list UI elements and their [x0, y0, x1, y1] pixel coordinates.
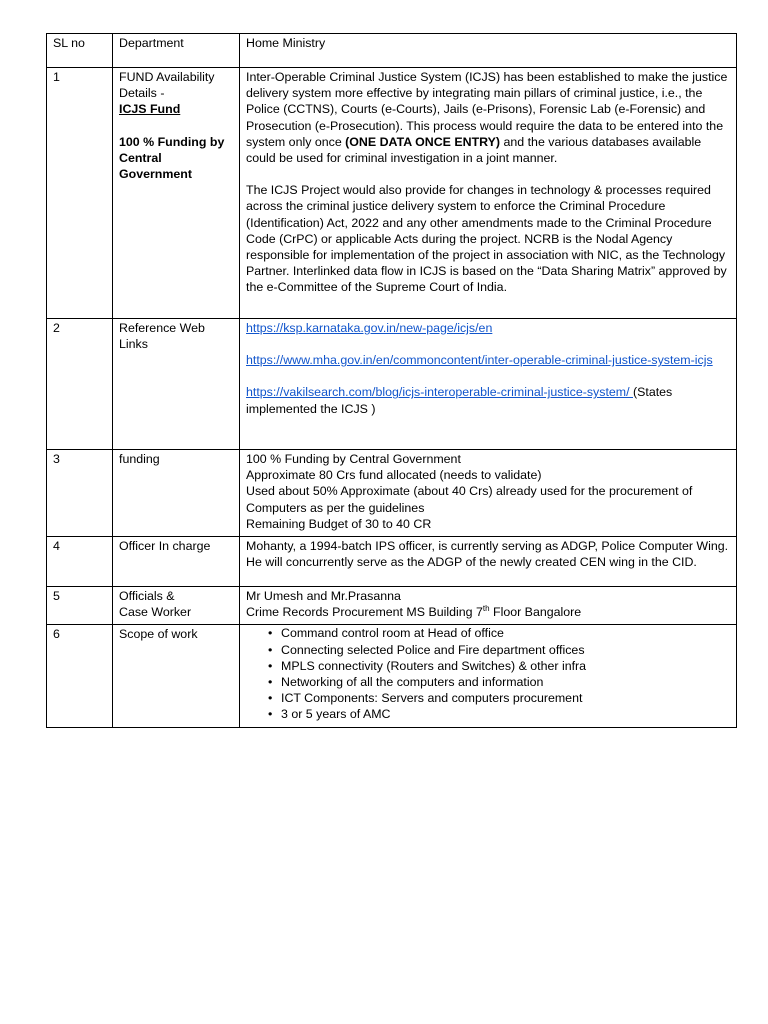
table-row — [47, 625, 737, 728]
officials-names: Mr Umesh and Mr.Prasanna — [246, 589, 401, 604]
funding-line: 100 % Funding by Central Government — [246, 452, 461, 466]
icjs-fund-label: ICJS Fund — [119, 102, 181, 117]
list-item: • ICT Components: Servers and computers procurement — [246, 690, 730, 706]
table-header-row — [47, 34, 737, 68]
officials-address: Crime Records Procurement MS Building 7th Floor Bangalore — [246, 604, 582, 620]
row-sl-number: 4 — [47, 537, 113, 587]
row-description — [240, 450, 737, 537]
table-row — [47, 319, 737, 450]
row-department: funding — [113, 450, 240, 537]
table-row — [47, 450, 737, 537]
ksp-karnataka-link[interactable]: https://ksp.karnataka.gov.in/new-page/icjs/en — [246, 321, 493, 335]
scope-of-work-list — [246, 625, 730, 722]
header-sl-no: SL no — [47, 34, 113, 68]
row-description: Mohanty, a 1994-batch IPS officer, is currently serving as ADGP, Police Computer Wing. He will concurrently serve as the ADGP of the newly created CEN wing in the CID. — [240, 537, 737, 587]
list-item: • 3 or 5 years of AMC — [246, 706, 730, 722]
funding-line: Remaining Budget of 30 to 40 CR — [246, 516, 432, 531]
row-sl-number: 5 — [47, 587, 113, 625]
row-sl-number: 1 — [47, 68, 113, 319]
row-department: Scope of work — [113, 625, 240, 728]
row-sl-number: 3 — [47, 450, 113, 537]
icjs-details-table — [46, 33, 737, 728]
icjs-paragraph-1: Inter-Operable Criminal Justice System (ICJS) has been established to make the justice delivery system more effective by integrating main pillars of criminal justice, i.e., the Police (CCTNS), Courts (e-Courts), Jails (e-Prisons), Forensic Lab (e-Forensic) and Prosecution (e-Prosecution). This process would require the data to be entered into the system only once (ONE DATA ONCE ENTRY) and the various databases available could be used for criminal investigation in a joint manner. — [246, 70, 728, 166]
row-department: Officials & Case Worker — [113, 587, 240, 625]
funding-line: Used about 50% Approximate (about 40 Crs) already used for the procurement of Computers as per the guidelines — [246, 484, 693, 515]
funding-line: Approximate 80 Crs fund allocated (needs to validate) — [246, 468, 542, 483]
icjs-paragraph-2: The ICJS Project would also provide for changes in technology & processes required across the criminal justice delivery system to enforce the Criminal Procedure (Identification) Act, 2022 and any other amendments made to the Criminal Procedure Code (CrPC) or applicable Acts during the project. NCRB is the Nodal Agency responsible for implementation of the project in association with NIC, as the Technology Partner. Interlinked data flow in ICJS is based on the “Data Sharing Matrix” approved by the e-Committee of the Supreme Court of India. — [246, 183, 727, 295]
table-row — [47, 587, 737, 625]
list-item: • Connecting selected Police and Fire department offices — [246, 642, 730, 658]
one-data-once-entry: (ONE DATA ONCE ENTRY) — [345, 134, 501, 149]
table-row — [47, 68, 737, 319]
row-department: Officer In charge — [113, 537, 240, 587]
list-item: • Networking of all the computers and information — [246, 674, 730, 690]
mha-icjs-link[interactable]: https://www.mha.gov.in/en/commoncontent/inter-operable-criminal-justice-system-icjs — [246, 353, 713, 368]
link-note: (States implemented the ICJS ) — [246, 385, 673, 416]
row-description — [240, 68, 737, 319]
row-department — [113, 68, 240, 319]
dept-text: Details - — [119, 86, 165, 101]
row-description — [240, 587, 737, 625]
vakilsearch-link[interactable]: https://vakilsearch.com/blog/icjs-interoperable-criminal-justice-system/ — [246, 385, 633, 400]
list-item: • MPLS connectivity (Routers and Switches) & other infra — [246, 658, 730, 674]
row-department: Reference Web Links — [113, 319, 240, 450]
list-item: • Command control room at Head of office — [246, 625, 730, 641]
header-department: Department — [113, 34, 240, 68]
row-sl-number: 2 — [47, 319, 113, 450]
row-sl-number: 6 — [47, 625, 113, 728]
dept-text: FUND Availability — [119, 70, 215, 84]
row-description — [240, 625, 737, 728]
funding-label: 100 % Funding by Central Government — [119, 134, 225, 182]
table-row — [47, 537, 737, 587]
row-description — [240, 319, 737, 450]
header-ministry: Home Ministry — [240, 34, 737, 68]
